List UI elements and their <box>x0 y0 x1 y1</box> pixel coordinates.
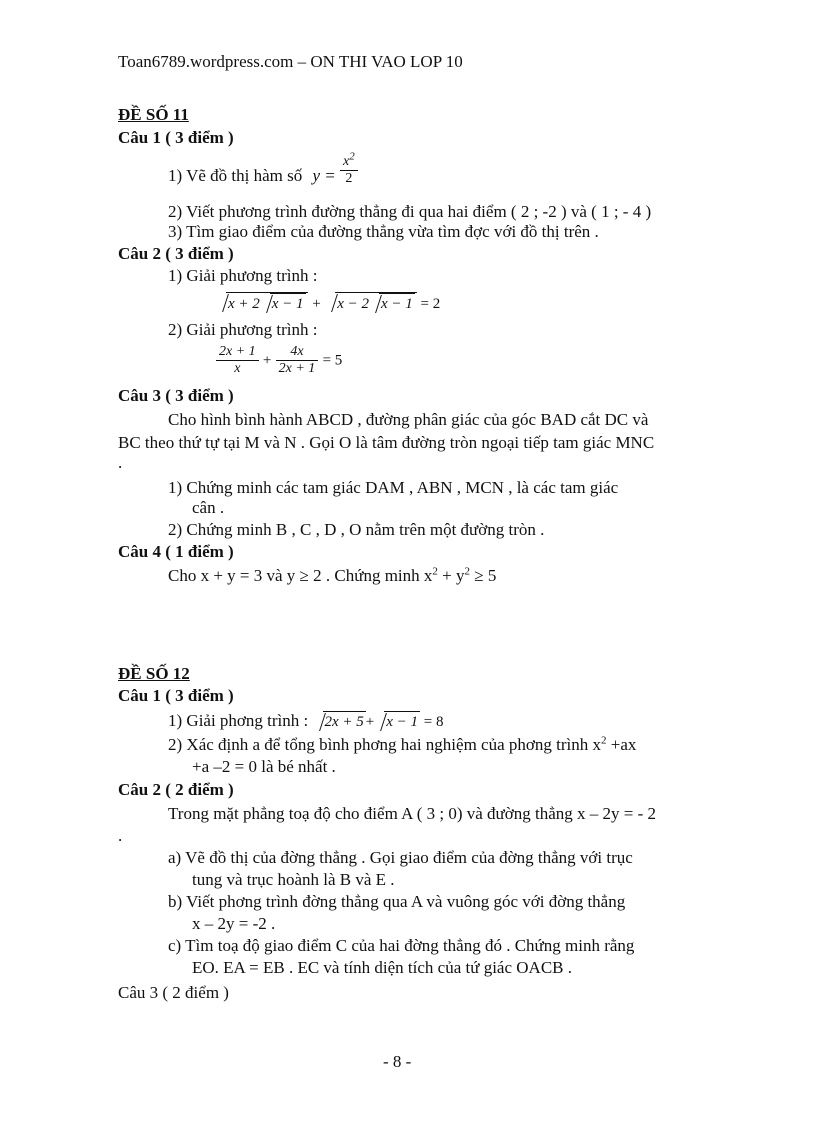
q1-12-equation <box>313 714 444 730</box>
radicand-2: x − 1 <box>384 711 420 732</box>
q4-exponent-1: 2 <box>432 565 438 578</box>
plus-sign: + <box>365 714 375 730</box>
q3-item-1: 1) Chứng minh các tam giác DAM , ABN , MCN , là các tam giác <box>168 478 619 497</box>
radicand-part: x + 2 <box>228 296 260 312</box>
q1-item-1-fraction <box>340 149 358 187</box>
q1-12-item-2-cont: +a –2 = 0 là bé nhất . <box>192 757 336 776</box>
q1-item-1 <box>168 149 358 187</box>
q1-item-2: 2) Viết phương trình đường thẳng đi qua hai điểm ( 2 ; -2 ) và ( 1 ; - 4 ) <box>168 202 652 221</box>
q4-exponent-2: 2 <box>464 565 470 578</box>
q2-item-2: 2) Giải phương trình : <box>168 320 318 339</box>
q4-text-mid: + y <box>437 566 465 585</box>
equation-rhs: = 8 <box>423 714 444 730</box>
q2-12-paragraph-line-2: . <box>118 826 123 845</box>
q2-equation-1 <box>216 292 440 314</box>
exam-title-12: ĐỀ SỐ 12 <box>118 664 190 683</box>
radicand-inner: x − 1 <box>270 293 306 314</box>
q1-12-item-2-text: 2) Xác định a để tổng bình phơng hai nghiệm của phơng trình x <box>168 735 601 754</box>
fraction-2 <box>276 344 319 377</box>
sqrt-inner-2 <box>369 293 415 314</box>
sqrt-outer-1 <box>216 292 308 314</box>
question-3-heading-12: Câu 3 ( 2 điểm ) <box>118 983 229 1002</box>
q3-paragraph-line-1: Cho hình bình hành ABCD , đường phân giác của góc BAD cắt DC và <box>168 410 649 429</box>
q2-12-item-c: c) Tìm toạ độ giao điểm C của hai đờng thẳng đó . Chứng minh rằng <box>168 936 635 955</box>
question-2-heading-12: Câu 2 ( 2 điểm ) <box>118 780 234 799</box>
sqrt-outer-2 <box>325 292 417 314</box>
q2-12-item-c-cont: EO. EA = EB . EC và tính diện tích của tứ giác OACB . <box>192 958 572 977</box>
equation-rhs: = 2 <box>420 296 441 312</box>
sqrt-inner-1 <box>260 293 306 314</box>
question-1-heading-12: Câu 1 ( 3 điểm ) <box>118 686 234 705</box>
question-4-heading: Câu 4 ( 1 điểm ) <box>118 542 234 561</box>
q1-item-3: 3) Tìm giao điểm của đường thẳng vừa tìm đợc với đồ thị trên . <box>168 222 599 241</box>
q2-12-item-a-cont: tung và trục hoành là B và E . <box>192 870 395 889</box>
q3-item-1-cont: cân . <box>192 498 225 517</box>
q1-12-item-2-end: +ax <box>606 735 637 754</box>
fraction-2-numerator: 4x <box>276 344 319 361</box>
q3-paragraph-line-2: BC theo thứ tự tại M và N . Gọi O là tâm đường tròn ngoại tiếp tam giác MNC <box>118 433 655 452</box>
q4-text: Cho x + y = 3 và y ≥ 2 . Chứng minh x <box>168 566 433 585</box>
q1-item-1-text: 1) Vẽ đồ thị hàm số <box>168 166 303 185</box>
radicand-1: 2x + 5 <box>323 711 366 732</box>
fraction-1 <box>216 344 259 377</box>
question-2-heading: Câu 2 ( 3 điểm ) <box>118 244 234 263</box>
page-number: - 8 - <box>383 1052 412 1071</box>
q2-equation-2 <box>216 344 342 377</box>
q3-item-2: 2) Chứng minh B , C , D , O nằm trên một đường tròn . <box>168 520 545 539</box>
equation-rhs: = 5 <box>322 352 343 369</box>
q2-12-paragraph-line-1: Trong mặt phẳng toạ độ cho điểm A ( 3 ; 0) và đường thẳng x – 2y = - 2 <box>168 804 657 823</box>
q1-12-item-2 <box>168 735 636 755</box>
radicand-part: x − 2 <box>337 296 369 312</box>
plus-sign: + <box>262 352 272 369</box>
q1-12-exponent: 2 <box>600 734 607 747</box>
q2-12-item-b: b) Viết phơng trình đờng thẳng qua A và vuông góc với đờng thẳng <box>168 892 626 911</box>
sqrt-2 <box>374 711 420 732</box>
exam-title-11: ĐỀ SỐ 11 <box>118 105 189 124</box>
radicand-inner: x − 1 <box>379 293 415 314</box>
q1-12-item-1 <box>168 711 444 732</box>
q1-item-1-lhs: y = <box>312 166 336 185</box>
sqrt-1 <box>313 711 366 732</box>
q2-item-1: 1) Giải phương trình : <box>168 266 318 285</box>
question-3-heading: Câu 3 ( 3 điểm ) <box>118 386 234 405</box>
q4-statement <box>168 566 496 586</box>
q3-paragraph-line-3: . <box>118 453 123 472</box>
fraction-1-denominator: x <box>234 361 241 376</box>
q2-12-item-a: a) Vẽ đồ thị của đờng thẳng . Gọi giao điểm của đờng thẳng với trục <box>168 848 633 867</box>
fraction-denominator: 2 <box>345 170 353 186</box>
question-1-heading: Câu 1 ( 3 điểm ) <box>118 128 234 147</box>
fraction-1-numerator: 2x + 1 <box>216 344 259 361</box>
page-header: Toan6789.wordpress.com – ON THI VAO LOP 10 <box>118 52 463 71</box>
fraction-numerator: x <box>343 153 350 169</box>
q2-12-item-b-cont: x – 2y = -2 . <box>192 914 276 933</box>
q4-text-end: ≥ 5 <box>469 566 497 585</box>
fraction-2-denominator: 2x + 1 <box>278 361 316 376</box>
q1-12-item-1-text: 1) Giải phơng trình : <box>168 711 309 730</box>
plus-sign: + <box>311 296 322 312</box>
fraction-exponent: 2 <box>349 149 355 162</box>
